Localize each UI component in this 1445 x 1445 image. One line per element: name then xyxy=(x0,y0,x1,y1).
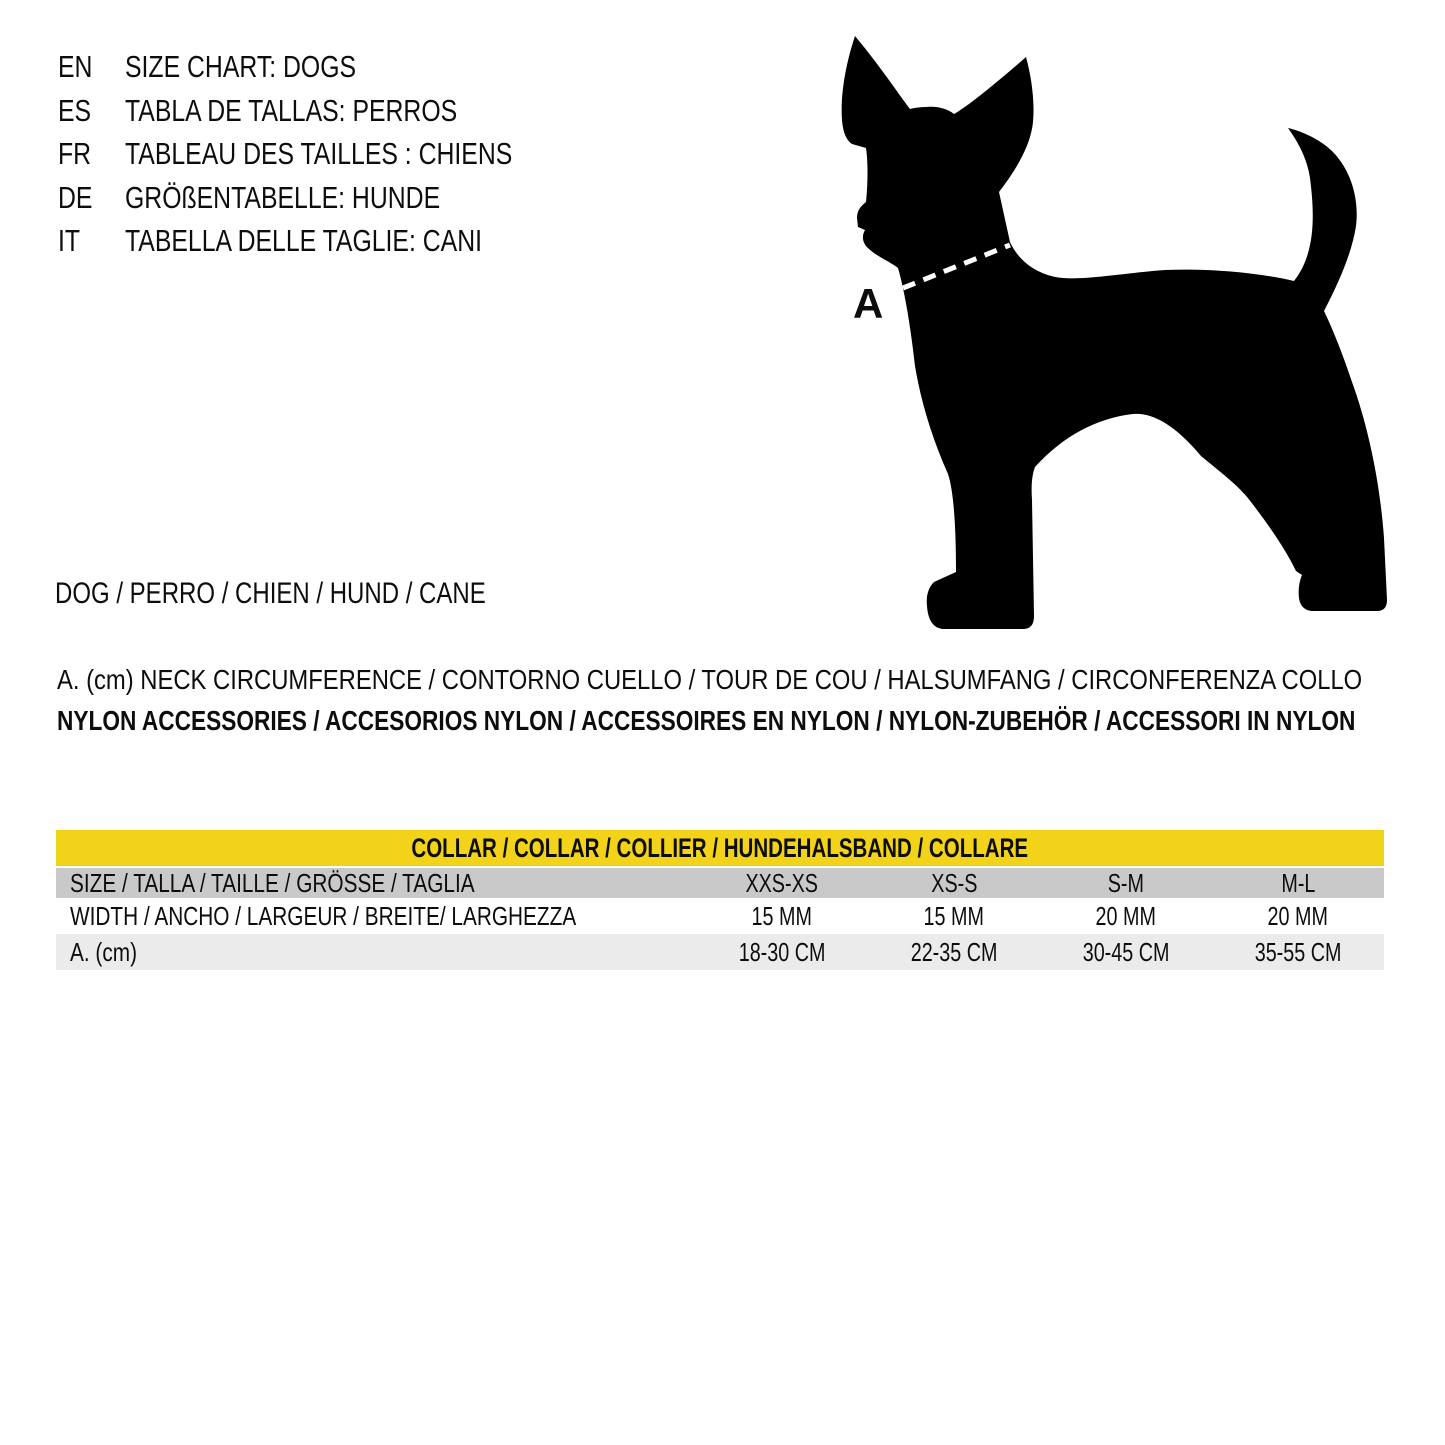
lang-code-es xyxy=(58,89,125,133)
lang-title-de xyxy=(125,176,609,220)
lang-code-de xyxy=(58,176,125,220)
width-value: 15 MM xyxy=(923,900,985,931)
width-value: 20 MM xyxy=(1267,900,1329,931)
table-header-collar xyxy=(56,830,1384,866)
size-value: S-M xyxy=(1107,867,1145,898)
row-label-text: SIZE / TALLA / TAILLE / GRÖSSE / TAGLIA xyxy=(70,867,475,898)
dog-caption xyxy=(55,577,593,611)
lang-title-text: GRÖßENTABELLE: HUNDE xyxy=(125,179,441,215)
lang-title-es xyxy=(125,89,609,133)
lang-code-fr xyxy=(58,132,125,176)
collar-size-table xyxy=(56,830,1384,970)
lang-title-text: TABELLA DELLE TAGLIE: CANI xyxy=(125,223,482,259)
width-cell xyxy=(1212,901,1384,932)
size-value: M-L xyxy=(1280,867,1316,898)
chihuahua-body-shape xyxy=(842,36,1387,629)
lang-title-fr xyxy=(125,132,609,176)
width-cell xyxy=(1040,901,1212,932)
table-row-neck-circumference xyxy=(56,934,1384,970)
row-label xyxy=(56,868,696,899)
neck-cell xyxy=(696,937,868,968)
lang-code-text: FR xyxy=(58,136,92,172)
lang-title-en xyxy=(125,45,609,89)
lang-title-it xyxy=(125,219,609,263)
size-cell xyxy=(1040,868,1212,899)
table-header-text: COLLAR / COLLAR / COLLIER / HUNDEHALSBAND / COLLARE xyxy=(411,832,1029,863)
lang-code-text: DE xyxy=(58,179,93,215)
neck-cell xyxy=(868,937,1040,968)
width-value: 15 MM xyxy=(751,900,813,931)
size-cell xyxy=(696,868,868,899)
lang-code-text: EN xyxy=(58,49,93,84)
width-value: 20 MM xyxy=(1095,900,1157,931)
size-value: XXS-XS xyxy=(745,867,819,898)
size-value: XS-S xyxy=(930,867,978,898)
dog-caption-text: DOG / PERRO / CHIEN / HUND / CANE xyxy=(55,577,486,610)
row-label xyxy=(56,937,696,968)
measure-point-a-label: A xyxy=(853,280,884,327)
row-label-text: A. (cm) xyxy=(70,936,138,967)
size-cell xyxy=(868,868,1040,899)
lang-code-it xyxy=(58,219,125,263)
neck-value: 18-30 CM xyxy=(738,936,826,967)
lang-title-text: TABLEAU DES TAILLES : CHIENS xyxy=(125,136,513,172)
neck-cell xyxy=(1212,937,1384,968)
row-label xyxy=(56,901,696,932)
dog-silhouette-icon xyxy=(835,30,1400,640)
note-neck-circumference: A. (cm) NECK CIRCUMFERENCE / CONTORNO CUELLO / TOUR DE COU / HALSUMFANG / CIRCONFERENZA COLLO xyxy=(57,664,1363,695)
neck-value: 35-55 CM xyxy=(1254,936,1342,967)
size-cell xyxy=(1212,868,1384,899)
width-cell xyxy=(868,901,1040,932)
lang-title-text: SIZE CHART: DOGS xyxy=(125,49,357,84)
lang-title-text: TABLA DE TALLAS: PERROS xyxy=(125,92,458,128)
table-row-size xyxy=(56,868,1384,898)
lang-code-text: ES xyxy=(58,92,92,128)
lang-code-text: IT xyxy=(58,223,81,259)
lang-code-en xyxy=(58,45,125,89)
note-nylon-accessories: NYLON ACCESSORIES / ACCESORIOS NYLON / ACCESSOIRES EN NYLON / NYLON-ZUBEHÖR / ACCESSORI IN NYLON xyxy=(57,705,1356,736)
width-cell xyxy=(696,901,868,932)
row-label-text: WIDTH / ANCHO / LARGEUR / BREITE/ LARGHEZZA xyxy=(70,900,577,931)
language-title-list xyxy=(58,45,609,263)
neck-value: 22-35 CM xyxy=(910,936,998,967)
neck-cell xyxy=(1040,937,1212,968)
neck-value: 30-45 CM xyxy=(1082,936,1170,967)
table-row-width xyxy=(56,898,1384,934)
